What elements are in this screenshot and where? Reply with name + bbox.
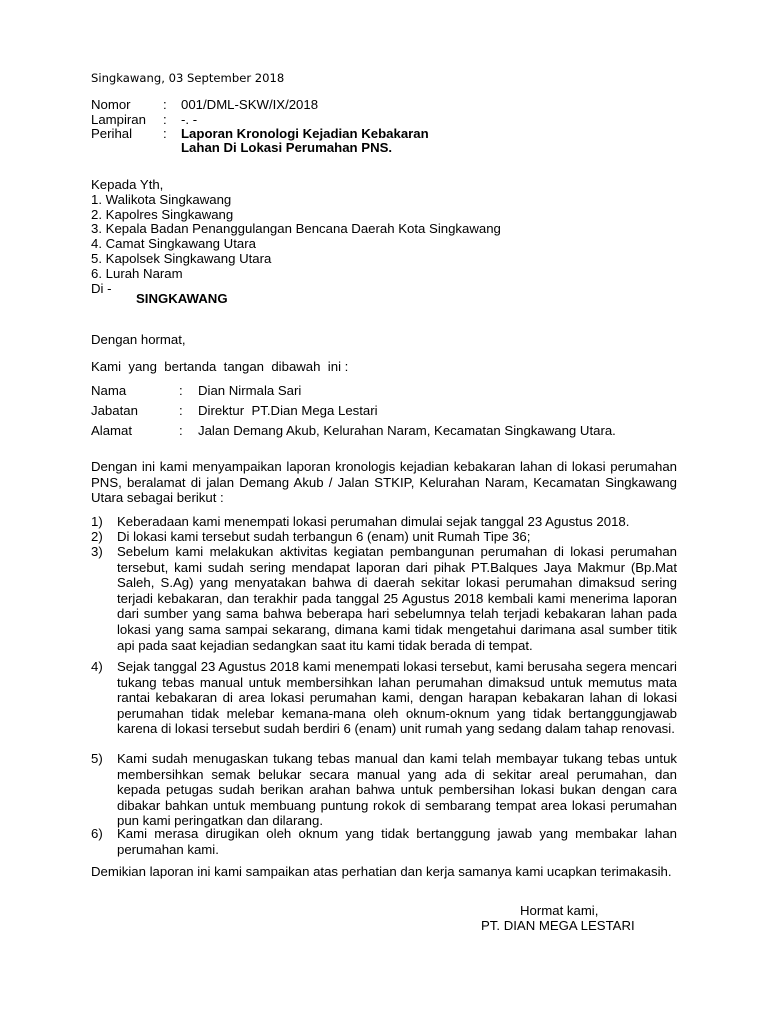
recipient-di: Di - [91,280,112,296]
list-item-text: Kami sudah menugaskan tukang tebas manual dan kami telah membayar tukang tebas untuk membersihkan semak belukar secara manual yang ada di sekitar areal perumahan, dan kepada petugas sudah berikan arahan bahwa untuk pembersihan lokasi bukan dengan cara dibakar bahkan untuk membuang puntung rokok di sembarang tempat area lokasi perumahan pun kami peringatkan dan dilarang. [117,751,677,829]
meta-sep: : [163,97,167,112]
list-item [91,751,677,829]
meta-key: Perihal [91,126,133,141]
list-item-text: Keberadaan kami menempati lokasi perumahan dimulai sejak tanggal 23 Agustus 2018. [117,514,630,529]
list-item [91,659,677,737]
list-item-number: 6) [91,826,103,841]
meta-sep: : [163,112,167,127]
recipients-block [91,178,501,296]
identity-value: Direktur PT.Dian Mega Lestari [198,403,378,418]
list-item-text: Kami merasa dirugikan oleh oknum yang tidak bertanggung jawab yang membakar lahan perumahan kami. [117,826,677,857]
recipient-item: 2. Kapolres Singkawang [91,206,234,222]
identity-sep: : [179,423,183,438]
list-item-number: 3) [91,544,103,559]
meta-key: Nomor [91,97,131,112]
identity-value: Jalan Demang Akub, Kelurahan Naram, Kecamatan Singkawang Utara. [198,423,616,438]
place-date: Singkawang, 03 September 2018 [91,71,285,85]
recipient-item: 6. Lurah Naram [91,265,183,281]
identity-key: Jabatan [91,403,138,418]
list-item-text: Sebelum kami melakukan aktivitas kegiatan pembangunan perumahan di lokasi perumahan tersebut, kami sudah sering mendapat laporan dari pihak PT.Balques Jaya Makmur (Bp.Mat Saleh, S.Ag) yang menyatakan bahwa di daerah sekitar lokasi perumahan dimaksud sering terjadi kebakaran, dan terakhir pada tanggal 25 Agustus 2018 kembali kami menerima laporan dari sumber yang sama bahwa beberapa hari sebelumnya telah terjadi kebakaran lahan pada lokasi yang sama sampai sekarang, dimana kami tidak mengetahui darimana asal sumber titik api pada saat kejadian sedangkan saat itu kami tidak berada di tempat. [117,544,677,653]
identity-sep: : [179,383,183,398]
list-item-number: 2) [91,529,103,544]
meta-value: -. - [181,112,198,127]
identity-value: Dian Nirmala Sari [198,383,302,398]
recipient-city: SINGKAWANG [136,291,228,306]
body-intro-paragraph: Dengan ini kami menyampaikan laporan kronologis kejadian kebakaran lahan di lokasi perumahan PNS, beralamat di jalan Demang Akub / Jalan STKIP, Kelurahan Naram, Kecamatan Singkawang Utara sebagai berikut : [91,459,677,506]
list-item-text: Sejak tanggal 23 Agustus 2018 kami menempati lokasi tersebut, kami berusaha segera mencari tukang tebas manual untuk membersihkan lahan perumahan dimaksud untuk memutus mata rantai kebakaran di area lokasi perumahan kami, dengan harapan kebakaran lahan di lokasi perumahan tidak melebar kemana-mana oleh oknum-oknum yang tidak bertanggungjawab karena di lokasi tersebut sudah berdiri 6 (enam) unit rumah yang sedang dalam tahap renovasi. [117,659,677,737]
identity-key: Nama [91,383,127,398]
list-item [91,529,677,545]
recipient-item: 5. Kapolsek Singkawang Utara [91,250,272,266]
recipient-item: 3. Kepala Badan Penanggulangan Bencana Daerah Kota Singkawang [91,221,501,237]
identity-sep: : [179,403,183,418]
recipient-item: 4. Camat Singkawang Utara [91,236,256,252]
list-item-text: Di lokasi kami tersebut sudah terbangun 6 (enam) unit Rumah Tipe 36; [117,529,531,544]
list-item [91,544,677,653]
meta-sep: : [163,126,167,141]
sign-greeting: Hormat kami, [520,903,599,918]
meta-key: Lampiran [91,112,146,127]
subject-line-2: Lahan Di Lokasi Perumahan PNS. [181,140,393,155]
closing-paragraph: Demikian laporan ini kami sampaikan atas perhatian dan kerja samanya kami ucapkan terimakasih. [91,864,672,879]
subject-line-1: Laporan Kronologi Kejadian Kebakaran [181,126,429,141]
salutation: Dengan hormat, [91,332,186,347]
list-item-number: 1) [91,514,103,529]
list-item [91,514,677,530]
list-item [91,826,677,857]
sign-company: PT. DIAN MEGA LESTARI [481,918,635,933]
recipient-item: 1. Walikota Singkawang [91,191,232,207]
identity-key: Alamat [91,423,133,438]
list-item-number: 5) [91,751,103,766]
signer-intro: Kami yang bertanda tangan dibawah ini : [91,359,349,374]
list-item-number: 4) [91,659,103,674]
meta-value: 001/DML-SKW/IX/2018 [181,97,319,112]
recipients-intro: Kepada Yth, [91,177,164,192]
